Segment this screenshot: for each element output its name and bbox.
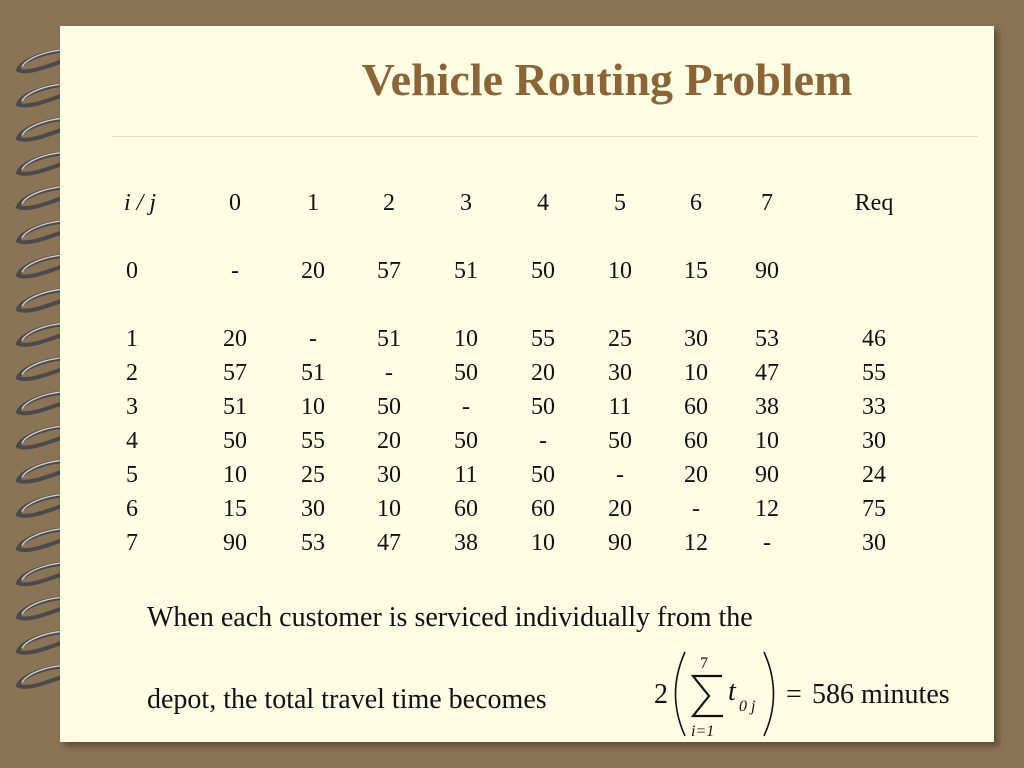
spacer-cell xyxy=(112,288,948,322)
matrix-cell: 75 xyxy=(862,496,886,522)
row-label: 2 xyxy=(126,360,138,386)
matrix-cell: 50 xyxy=(377,394,401,420)
matrix-cell: 33 xyxy=(862,394,886,420)
column-header: 6 xyxy=(690,190,702,216)
body-text-line-2: depot, the total travel time becomes xyxy=(147,684,547,715)
matrix-cell: 15 xyxy=(684,258,708,284)
title-divider xyxy=(112,136,978,137)
matrix-cell: 51 xyxy=(301,360,325,386)
matrix-cell: 30 xyxy=(862,530,886,556)
formula-subscript: 0 j xyxy=(739,698,756,715)
table-row xyxy=(112,492,948,526)
matrix-cell: 60 xyxy=(684,428,708,454)
matrix-cell: 30 xyxy=(301,496,325,522)
matrix-cell: 38 xyxy=(454,530,478,556)
matrix-cell: 10 xyxy=(531,530,555,556)
matrix-cell: 51 xyxy=(377,326,401,352)
matrix-cell: 50 xyxy=(608,428,632,454)
formula-result: 586 minutes xyxy=(812,679,950,710)
table-row xyxy=(112,458,948,492)
matrix-cell: 20 xyxy=(608,496,632,522)
column-header: Req xyxy=(854,190,894,216)
matrix-cell: 12 xyxy=(684,530,708,556)
matrix-cell: - xyxy=(231,258,239,284)
row-label: 6 xyxy=(126,496,138,522)
matrix-cell: 10 xyxy=(301,394,325,420)
matrix-cell: 30 xyxy=(862,428,886,454)
matrix-cell: 60 xyxy=(531,496,555,522)
column-header: 1 xyxy=(307,190,319,216)
matrix-cell: 51 xyxy=(454,258,478,284)
matrix-cell: 90 xyxy=(223,530,247,556)
total-time-formula xyxy=(640,644,980,744)
matrix-cell: 55 xyxy=(531,326,555,352)
row-label: 5 xyxy=(126,462,138,488)
spacer-cell xyxy=(112,220,948,254)
formula-equals: = xyxy=(786,679,802,710)
table-row xyxy=(112,356,948,390)
depot-row xyxy=(112,254,948,288)
matrix-cell: - xyxy=(692,496,700,522)
matrix-cell: 11 xyxy=(454,462,478,488)
matrix-cell: 12 xyxy=(755,496,779,522)
formula-sum-upper: 7 xyxy=(700,655,708,672)
matrix-cell: 30 xyxy=(608,360,632,386)
matrix-cell: 53 xyxy=(755,326,779,352)
matrix-cell: - xyxy=(539,428,547,454)
row-spacer xyxy=(112,288,948,322)
matrix-cell: 60 xyxy=(454,496,478,522)
matrix-cell: 15 xyxy=(223,496,247,522)
row-label: 3 xyxy=(126,394,138,420)
row-label: 1 xyxy=(126,326,138,352)
formula-left-paren xyxy=(676,652,686,736)
table-row xyxy=(112,390,948,424)
matrix-cell: 57 xyxy=(377,258,401,284)
matrix-cell: 20 xyxy=(301,258,325,284)
matrix-cell: 10 xyxy=(223,462,247,488)
slide-title xyxy=(60,52,994,108)
column-header: 7 xyxy=(761,190,773,216)
matrix-cell: 20 xyxy=(223,326,247,352)
table-row xyxy=(112,424,948,458)
matrix-cell: 38 xyxy=(755,394,779,420)
travel-time-matrix xyxy=(112,186,948,560)
corner-header: i / j xyxy=(124,190,157,216)
matrix-cell: 30 xyxy=(377,462,401,488)
column-header: 3 xyxy=(460,190,472,216)
matrix-cell: - xyxy=(309,326,317,352)
matrix-cell: 46 xyxy=(862,326,886,352)
column-header: 2 xyxy=(383,190,395,216)
matrix-cell: 11 xyxy=(608,394,632,420)
matrix-cell: 90 xyxy=(755,462,779,488)
matrix-cell: - xyxy=(763,530,771,556)
row-label: 4 xyxy=(126,428,138,454)
formula-right-paren xyxy=(764,652,774,736)
matrix-cell: 24 xyxy=(862,462,886,488)
formula-sum-lower: i=1 xyxy=(691,723,715,740)
column-header: 5 xyxy=(614,190,626,216)
matrix-cell: 10 xyxy=(454,326,478,352)
row-label: 7 xyxy=(126,530,138,556)
matrix-cell: 90 xyxy=(608,530,632,556)
matrix-cell: 20 xyxy=(531,360,555,386)
matrix-cell: 47 xyxy=(755,360,779,386)
matrix-cell: 30 xyxy=(684,326,708,352)
matrix-cell: - xyxy=(616,462,624,488)
matrix-cell: 50 xyxy=(531,462,555,488)
matrix-cell: 50 xyxy=(454,360,478,386)
table-row xyxy=(112,526,948,560)
matrix-cell: 10 xyxy=(608,258,632,284)
matrix-cell: 10 xyxy=(684,360,708,386)
matrix-cell: 50 xyxy=(531,394,555,420)
matrix-cell: 20 xyxy=(684,462,708,488)
matrix-cell: 55 xyxy=(301,428,325,454)
matrix-cell: - xyxy=(462,394,470,420)
matrix-cell: 55 xyxy=(862,360,886,386)
matrix-cell: 60 xyxy=(684,394,708,420)
matrix-cell: 50 xyxy=(454,428,478,454)
slide-title-text: Vehicle Routing Problem xyxy=(361,54,853,105)
column-header: 4 xyxy=(537,190,549,216)
formula-variable: t xyxy=(728,676,736,707)
table-row xyxy=(112,322,948,356)
matrix-cell: 50 xyxy=(223,428,247,454)
body-text-line-1: When each customer is serviced individually from the xyxy=(147,602,753,633)
matrix-cell: 51 xyxy=(223,394,247,420)
matrix-cell: 50 xyxy=(531,258,555,284)
formula-coefficient: 2 xyxy=(654,679,668,710)
matrix-cell: 90 xyxy=(755,258,779,284)
matrix-cell: 10 xyxy=(377,496,401,522)
row-spacer xyxy=(112,220,948,254)
matrix-cell: 47 xyxy=(377,530,401,556)
matrix-cell: 53 xyxy=(301,530,325,556)
matrix-cell: 10 xyxy=(755,428,779,454)
matrix-cell xyxy=(800,254,948,288)
matrix-cell: 25 xyxy=(301,462,325,488)
matrix-cell: 57 xyxy=(223,360,247,386)
matrix-cell: - xyxy=(385,360,393,386)
formula-sigma xyxy=(693,676,723,716)
column-header: 0 xyxy=(229,190,241,216)
header-row xyxy=(112,186,948,220)
row-label: 0 xyxy=(126,258,138,284)
matrix-cell: 20 xyxy=(377,428,401,454)
matrix-cell: 25 xyxy=(608,326,632,352)
